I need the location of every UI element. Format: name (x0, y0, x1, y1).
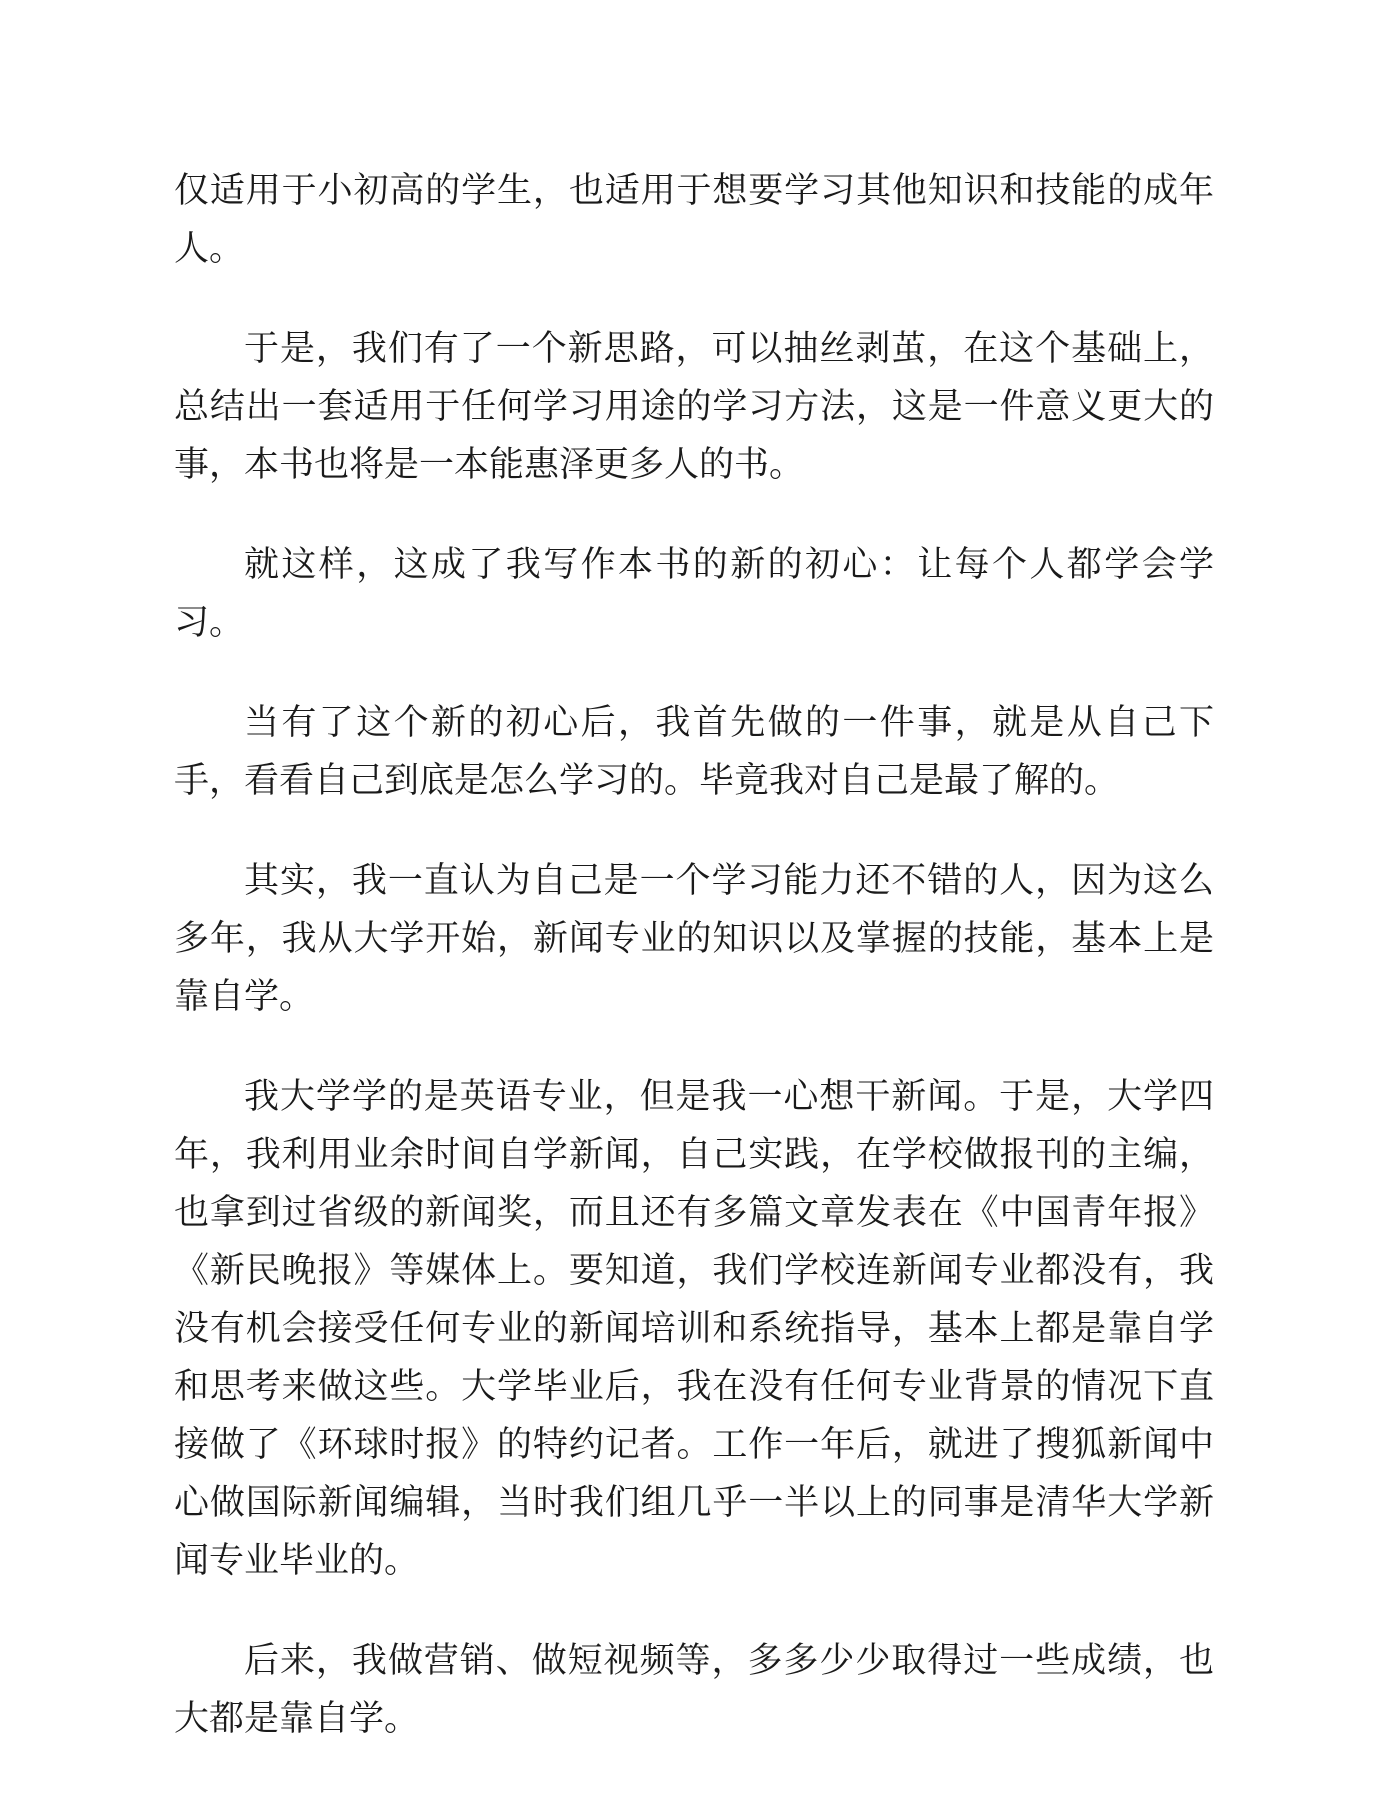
paragraph-1: 仅适用于小初高的学生，也适用于想要学习其他知识和技能的成年人。 (174, 171, 1214, 269)
paragraph-3: 就这样，这成了我写作本书的新的初心：让每个人都学会学习。 (174, 545, 1214, 643)
body-text (174, 162, 1214, 1790)
paragraph-5: 其实，我一直认为自己是一个学习能力还不错的人，因为这么多年，我从大学开始，新闻专业的知识以及掌握的技能，基本上是靠自学。 (174, 861, 1214, 1017)
paragraph-2: 于是，我们有了一个新思路，可以抽丝剥茧，在这个基础上，总结出一套适用于任何学习用途的学习方法，这是一件意义更大的事，本书也将是一本能惠泽更多人的书。 (174, 329, 1214, 485)
paragraph-4: 当有了这个新的初心后，我首先做的一件事，就是从自己下手，看看自己到底是怎么学习的。毕竟我对自己是最了解的。 (174, 703, 1214, 801)
paragraph-6: 我大学学的是英语专业，但是我一心想干新闻。于是，大学四年，我利用业余时间自学新闻，自己实践，在学校做报刊的主编，也拿到过省级的新闻奖，而且还有多篇文章发表在《中国青年报》《新民晚报》等媒体上。要知道，我们学校连新闻专业都没有，我没有机会接受任何专业的新闻培训和系统指导，基本上都是靠自学和思考来做这些。大学毕业后，我在没有任何专业背景的情况下直接做了《环球时报》的特约记者。工作一年后，就进了搜狐新闻中心做国际新闻编辑，当时我们组几乎一半以上的同事是清华大学新闻专业毕业的。 (174, 1077, 1214, 1581)
paragraph-7: 后来，我做营销、做短视频等，多多少少取得过一些成绩，也大都是靠自学。 (174, 1641, 1214, 1739)
